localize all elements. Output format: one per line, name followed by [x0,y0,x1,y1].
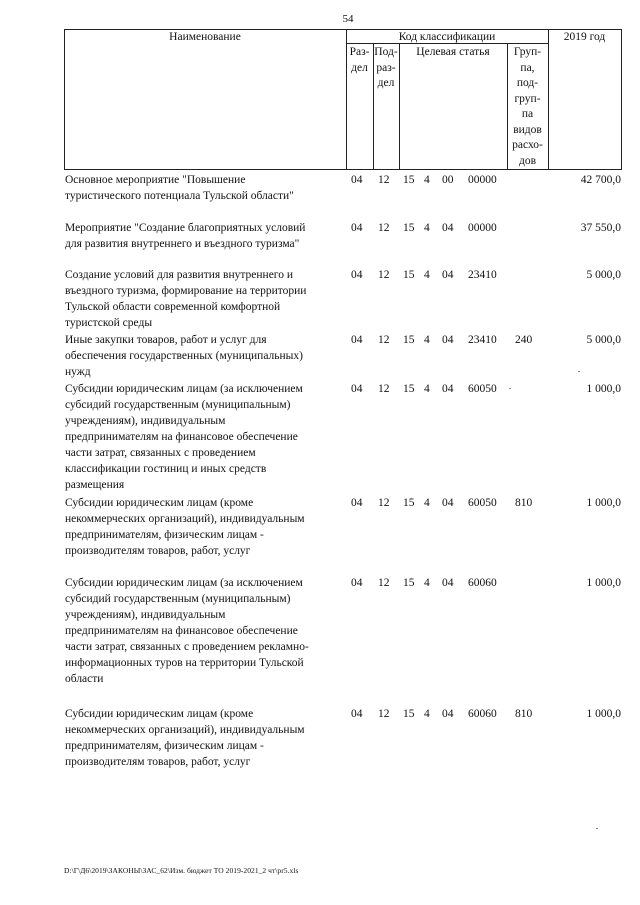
row-razdel: 04 [351,577,363,589]
row-target-type: 4 [424,222,430,234]
row-target-program: 15 [403,222,415,234]
row-target-event: 04 [442,497,454,509]
row-amount: 37 550,0 [580,222,621,234]
header-right-border [621,29,622,170]
header-bottom-rule [64,169,622,170]
row-target-type: 4 [424,577,430,589]
row-target-event: 04 [442,383,454,395]
row-target-event: 04 [442,708,454,720]
row-razdel: 04 [351,174,363,186]
row-target-event: 00 [442,174,454,186]
row-target-program: 15 [403,577,415,589]
header-name-column: Наименование [169,31,241,43]
row-target-direction: 23410 [468,269,497,281]
row-target-direction: 23410 [468,334,497,346]
row-name: Субсидии юридическим лицам (кроме некоммерческих организаций), индивидуальным предпринимателям, физическим лицам - производителям товаров, работ, услуг [65,497,305,557]
row-razdel: 04 [351,222,363,234]
file-path-footer: D:\Г\Д6\2019\ЗАКОНЫ\ЗАС_62\Изм. бюджет ТО 2019-2021_2 чт\pr5.xls [64,866,299,875]
row-name: Основное мероприятие "Повышение туристического потенциала Тульской области" [65,174,294,202]
header-podrazdel: Под- раз- дел [374,46,398,89]
row-amount: 1 000,0 [586,708,621,720]
row-amount: 5 000,0 [586,269,621,281]
row-razdel: 04 [351,383,363,395]
page-number: 54 [342,13,354,25]
row-name: Мероприятие "Создание благоприятных условий для развития внутреннего и въездного туризма" [65,222,306,250]
row-target-type: 4 [424,708,430,720]
row-podrazdel: 12 [378,334,390,346]
row-name: Создание условий для развития внутреннего и въездного туризма, формирование на территории Тульской области современной комфортной туристской среды [65,269,307,329]
header-year-column: 2019 год [563,31,606,43]
header-code-group: Код классификации [398,31,496,43]
row-amount: 5 000,0 [586,334,621,346]
row-target-type: 4 [424,269,430,281]
row-razdel: 04 [351,334,363,346]
row-target-direction: 60050 [468,497,497,509]
header-left-border [64,29,65,170]
scan-speck [509,388,511,389]
scan-speck [596,828,598,829]
row-name: Субсидии юридическим лицам (кроме некоммерческих организаций), индивидуальным предпринимателям, физическим лицам - производителям товаров, работ, услуг [65,708,305,768]
row-podrazdel: 12 [378,222,390,234]
row-target-type: 4 [424,383,430,395]
header-razdel: Раз- дел [349,46,370,74]
header-target-article: Целевая статья [416,46,490,58]
row-target-direction: 60060 [468,577,497,589]
row-target-direction: 00000 [468,174,497,186]
row-podrazdel: 12 [378,708,390,720]
row-target-program: 15 [403,497,415,509]
row-razdel: 04 [351,497,363,509]
row-expense-type: 810 [515,708,533,720]
row-target-event: 04 [442,334,454,346]
row-name: Субсидии юридическим лицам (за исключением субсидий государственным (муниципальным) учреждениям), индивидуальным предпринимателям на финансовое обеспечение части затрат, связанных с проведением рекламно- информационных туров на территории Тульской области [65,577,309,685]
row-podrazdel: 12 [378,174,390,186]
row-target-program: 15 [403,383,415,395]
row-target-program: 15 [403,708,415,720]
row-target-event: 04 [442,269,454,281]
row-podrazdel: 12 [378,269,390,281]
header-vid-divider [548,29,549,170]
row-amount: 1 000,0 [586,497,621,509]
row-target-direction: 00000 [468,222,497,234]
header-podrazdel-divider [399,43,400,170]
row-amount: 1 000,0 [586,383,621,395]
row-amount: 42 700,0 [580,174,621,186]
row-target-type: 4 [424,174,430,186]
row-name: Субсидии юридическим лицам (за исключением субсидий государственным (муниципальным) учреждениям), индивидуальным предпринимателям на финансовое обеспечение части затрат, связанных с проведением классификации гостиниц и иных средств размещения [65,383,303,491]
row-amount: 1 000,0 [586,577,621,589]
row-target-type: 4 [424,334,430,346]
row-razdel: 04 [351,708,363,720]
row-expense-type: 240 [515,334,533,346]
row-target-program: 15 [403,334,415,346]
row-razdel: 04 [351,269,363,281]
row-target-program: 15 [403,174,415,186]
row-target-event: 04 [442,577,454,589]
header-vid: Груп- па, под- груп- па видов расхо- дов [512,46,543,167]
row-podrazdel: 12 [378,383,390,395]
row-target-event: 04 [442,222,454,234]
row-podrazdel: 12 [378,577,390,589]
row-name: Иные закупки товаров, работ и услуг для обеспечения государственных (муниципальных) нужд [65,334,303,378]
row-target-direction: 60060 [468,708,497,720]
scan-speck [578,371,580,372]
row-target-direction: 60050 [468,383,497,395]
row-expense-type: 810 [515,497,533,509]
row-podrazdel: 12 [378,497,390,509]
row-target-program: 15 [403,269,415,281]
row-target-type: 4 [424,497,430,509]
